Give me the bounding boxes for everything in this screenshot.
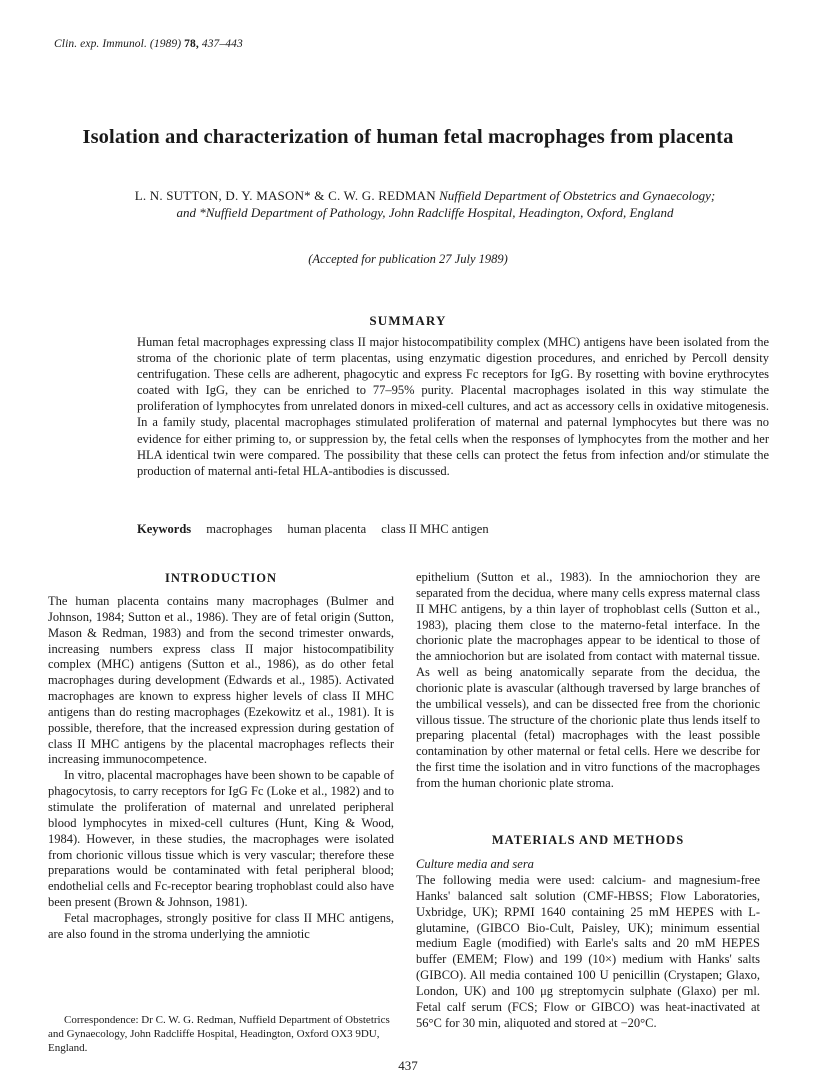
methods-paragraph-1: The following media were used: calcium- and magnesium-free Hanks' balanced salt solution (CMF-HBSS; Flow Laboratories, Uxbridge, UK); RPMI 1640 containing 25 mM HEPES with L-glutamine, (GIBCO Bio-Cult, Paisley, UK); minimum essential medium Eagle (modified) with Earle's salts and 20 mM HEPES buffer (EMEM; Flow) and 199 (10×) medium with Hanks' salts (GIBCO). All media contained 100 U penicillin (Crystapen; Glaxo, London, UK) and 100 μg streptomycin sulphate (Glaxo) per ml. Fetal calf serum (FCS; Flow or GIBCO) was heat-inactivated at 56°C for 30 min, aliquoted and stored at −20°C. [416, 873, 760, 1030]
affiliation-1: Nuffield Department of Obstetrics and Gynaecology; [439, 188, 716, 203]
affiliation-2: and *Nuffield Department of Pathology, John Radcliffe Hospital, Headington, Oxford, England [176, 205, 674, 220]
journal-volume: 78, [184, 38, 199, 50]
summary-heading: SUMMARY [369, 313, 447, 328]
journal-year: (1989) [149, 38, 182, 50]
intro-paragraph-1: The human placenta contains many macrophages (Bulmer and Johnson, 1984; Sutton et al., 1986). They are of fetal origin (Sutton, Mason & Redman, 1983) and from the second trimester onwards, increasing numbers express class II major histocompatibility complex (MHC) antigens (Sutton et al., 1986), as do other fetal macrophages during development (Edwards et al., 1985). Activated macrophages are known to express higher levels of class II MHC antigens than do resting macrophages (Ezekowitz et al., 1981). It is possible, therefore, that the increased expression during gestation of class II MHC antigens by the placental macrophages reflects their increasing immunocompetence. [48, 594, 394, 767]
keyword-item: human placenta [287, 522, 367, 536]
accepted-date: (Accepted for publication 27 July 1989) [308, 252, 508, 266]
journal-title: Clin. exp. Immunol. [54, 38, 147, 50]
summary-text: Human fetal macrophages expressing class II major histocompatibility complex (MHC) antigens have been isolated from the stroma of the chorionic plate of term placentas, using enzymatic digestion procedures, and enriched by Percoll density centrifugation. These cells are adherent, phagocytic and express Fc receptors for IgG. By rosetting with bovine erythrocytes coated with IgG, they can be enriched to 77–95% purity. Placental macrophages isolated in this way stimulate the proliferation of lymphocytes from unrelated donors in mixed-cell cultures, and act as accessory cells in oxidative mitogenesis. In a family study, placental macrophages stimulated proliferation of maternal and paternal lymphocytes but there was no evidence for either priming to, or suppression by, the fetal cells when the responses of lymphocytes from the mother and her HLA identical twin were compared. The possibility that these cells can protect the fetus from infection and/or stimulate the production of maternal anti-fetal HLA-antibodies is discussed. [137, 335, 769, 478]
keywords-label: Keywords [137, 522, 192, 536]
intro-paragraph-2: In vitro, placental macrophages have been shown to be capable of phagocytosis, to carry receptors for IgG Fc (Loke et al., 1982) and to stimulate the proliferation of maternal and unrelated peripheral blood lymphocytes in mixed-cell cultures (Hunt, King & Wood, 1984). However, in these studies, the macrophages were isolated from chorionic villous tissue which is very vascular; therefore these preparations would be contaminated with fetal peripheral blood; endothelial cells and Fc-receptor bearing trophoblast could also have been present (Brown & Johnson, 1981). [48, 768, 394, 910]
keywords-line [137, 522, 769, 537]
journal-pages: 437–443 [201, 38, 243, 50]
right-column [416, 570, 760, 792]
introduction-heading: INTRODUCTION [164, 571, 277, 585]
intro-paragraph-3: Fetal macrophages, strongly positive for class II MHC antigens, are also found in the stroma underlying the amniotic [48, 910, 394, 941]
methods-heading: MATERIALS AND METHODS [491, 833, 685, 847]
journal-citation [54, 38, 243, 50]
article-title: Isolation and characterization of human fetal macrophages from placenta [82, 126, 734, 148]
keyword-item: macrophages [206, 522, 273, 536]
methods-subheading: Culture media and sera [416, 857, 534, 871]
page-number: 437 [398, 1058, 418, 1073]
methods-column [416, 873, 760, 1031]
intro-paragraph-3-continued: epithelium (Sutton et al., 1983). In the amniochorion they are separated from the decidua, where many cells express maternal class II MHC antigens, by a thin layer of trophoblast cells (Sutton et al., 1983), placing them close to the materno-fetal interface. In the chorionic plate the macrophages appear to be identical to those of the amniochorion but are isolated from contact with maternal tissue. As well as being anatomically separate from the decidua, the chorionic plate is avascular (although traversed by large branches of the umbilical vessels), and can be dissected free from the chorionic villous tissue. The structure of the chorionic plate thus lends itself to preparing placental (fetal) macrophages with the least possible contamination by other maternal or fetal cells. Here we describe for the first time the isolation and in vitro functions of the macrophages from the human chorionic plate stroma. [416, 570, 760, 790]
author-block [90, 187, 760, 221]
keyword-item: class II MHC antigen [381, 522, 489, 536]
left-column [48, 594, 394, 943]
correspondence-footnote: Correspondence: Dr C. W. G. Redman, Nuffield Department of Obstetrics and Gynaecology, John Radcliffe Hospital, Headington, Oxford OX3 9DU, England. [48, 1014, 390, 1055]
author-names: L. N. SUTTON, D. Y. MASON* & C. W. G. REDMAN [134, 188, 436, 203]
